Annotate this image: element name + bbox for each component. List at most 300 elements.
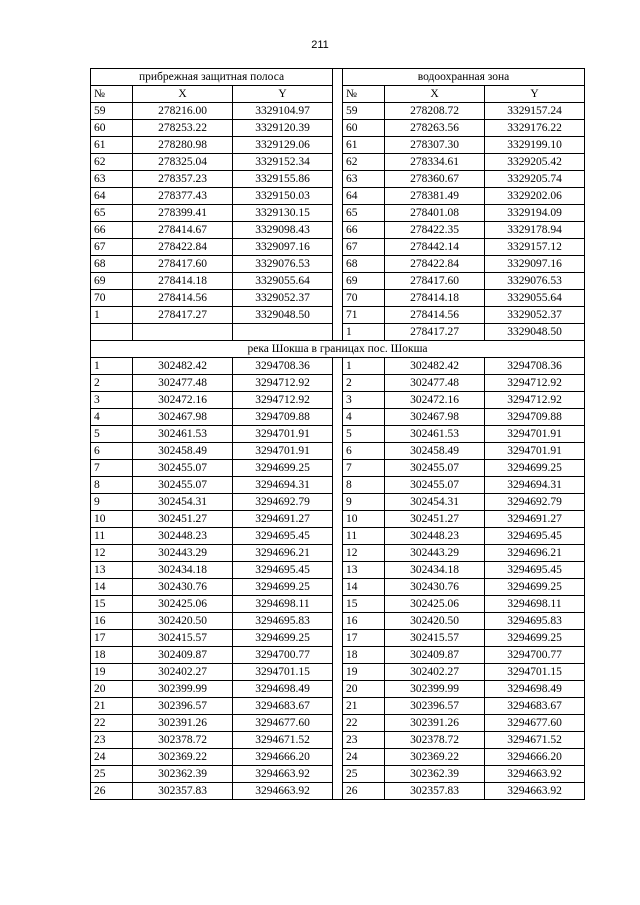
left-point-number: 59 (91, 103, 133, 120)
left-y-header: Y (233, 86, 333, 103)
table-row (91, 613, 585, 630)
right-y-value: 3294695.45 (485, 562, 585, 579)
column-gap (333, 511, 343, 528)
left-y-value: 3294708.36 (233, 358, 333, 375)
left-y-value: 3294695.45 (233, 562, 333, 579)
left-y-value: 3294699.25 (233, 630, 333, 647)
left-y-value: 3294699.25 (233, 579, 333, 596)
right-x-value: 302425.06 (385, 596, 485, 613)
left-point-number: 61 (91, 137, 133, 154)
right-x-value: 278334.61 (385, 154, 485, 171)
left-point-number: 19 (91, 664, 133, 681)
column-gap (333, 664, 343, 681)
left-x-value: 302357.83 (133, 783, 233, 800)
left-point-number: 62 (91, 154, 133, 171)
left-y-value: 3294700.77 (233, 647, 333, 664)
right-point-number: 6 (343, 443, 385, 460)
left-y-value: 3329076.53 (233, 256, 333, 273)
left-x-value: 302378.72 (133, 732, 233, 749)
left-y-value: 3294663.92 (233, 766, 333, 783)
section-banner-title: река Шокша в границах пос. Шокша (91, 341, 585, 358)
right-x-value: 302467.98 (385, 409, 485, 426)
left-x-value: 278357.23 (133, 171, 233, 188)
table-row (91, 698, 585, 715)
right-x-value: 302362.39 (385, 766, 485, 783)
left-y-value: 3294663.92 (233, 783, 333, 800)
right-point-number: 68 (343, 256, 385, 273)
left-x-value: 302402.27 (133, 664, 233, 681)
left-x-value: 302399.99 (133, 681, 233, 698)
right-x-value: 278414.18 (385, 290, 485, 307)
right-point-number: 5 (343, 426, 385, 443)
right-x-value: 302378.72 (385, 732, 485, 749)
column-gap (333, 171, 343, 188)
column-gap (333, 307, 343, 324)
left-y-value: 3294701.91 (233, 426, 333, 443)
left-x-value: 302467.98 (133, 409, 233, 426)
left-point-number: 4 (91, 409, 133, 426)
left-section-title: прибрежная защитная полоса (91, 69, 333, 86)
table-row (91, 426, 585, 443)
column-gap (333, 137, 343, 154)
right-y-value: 3294699.25 (485, 460, 585, 477)
column-gap (333, 256, 343, 273)
right-point-number: 70 (343, 290, 385, 307)
left-y-value: 3294666.20 (233, 749, 333, 766)
left-y-value (233, 324, 333, 341)
left-x-value: 302451.27 (133, 511, 233, 528)
column-gap (333, 205, 343, 222)
left-y-value: 3294699.25 (233, 460, 333, 477)
right-point-number: 1 (343, 358, 385, 375)
column-gap (333, 188, 343, 205)
right-x-value: 278381.49 (385, 188, 485, 205)
right-x-value: 278263.56 (385, 120, 485, 137)
column-gap (333, 154, 343, 171)
left-x-value: 302415.57 (133, 630, 233, 647)
left-x-value: 302477.48 (133, 375, 233, 392)
left-x-value: 302430.76 (133, 579, 233, 596)
table-row (91, 715, 585, 732)
column-gap (333, 732, 343, 749)
left-x-value: 278377.43 (133, 188, 233, 205)
left-point-number: 8 (91, 477, 133, 494)
left-y-value: 3294692.79 (233, 494, 333, 511)
right-y-value: 3329205.42 (485, 154, 585, 171)
coordinates-table-body (91, 69, 585, 800)
left-point-number: 1 (91, 307, 133, 324)
column-gap (333, 324, 343, 341)
right-x-value: 278208.72 (385, 103, 485, 120)
right-y-value: 3294708.36 (485, 358, 585, 375)
left-point-number: 23 (91, 732, 133, 749)
right-point-number: 66 (343, 222, 385, 239)
left-x-value: 302396.57 (133, 698, 233, 715)
right-y-value: 3294712.92 (485, 392, 585, 409)
left-y-value: 3294677.60 (233, 715, 333, 732)
right-point-number: 71 (343, 307, 385, 324)
left-x-header: X (133, 86, 233, 103)
left-x-value: 302472.16 (133, 392, 233, 409)
right-x-value: 302477.48 (385, 375, 485, 392)
table-row (91, 307, 585, 324)
right-y-value: 3294691.27 (485, 511, 585, 528)
table-row (91, 783, 585, 800)
left-point-number: 15 (91, 596, 133, 613)
column-header-row (91, 86, 585, 103)
right-y-value: 3294696.21 (485, 545, 585, 562)
coordinates-table (90, 68, 585, 800)
right-x-value: 302402.27 (385, 664, 485, 681)
column-gap (333, 103, 343, 120)
right-x-value: 302357.83 (385, 783, 485, 800)
left-y-value: 3329129.06 (233, 137, 333, 154)
right-x-value: 302409.87 (385, 647, 485, 664)
left-point-number: 17 (91, 630, 133, 647)
right-point-number: 21 (343, 698, 385, 715)
left-point-number: 70 (91, 290, 133, 307)
left-point-number: 65 (91, 205, 133, 222)
right-y-value: 3329178.94 (485, 222, 585, 239)
table-row (91, 324, 585, 341)
table-row (91, 630, 585, 647)
left-y-value: 3329048.50 (233, 307, 333, 324)
column-gap (333, 239, 343, 256)
right-x-value: 302415.57 (385, 630, 485, 647)
right-point-number: 17 (343, 630, 385, 647)
left-point-number: 68 (91, 256, 133, 273)
table-row (91, 137, 585, 154)
right-point-number: 12 (343, 545, 385, 562)
left-x-value: 302461.53 (133, 426, 233, 443)
table-row (91, 171, 585, 188)
left-y-value: 3294695.45 (233, 528, 333, 545)
right-y-value: 3329176.22 (485, 120, 585, 137)
left-x-value: 278414.67 (133, 222, 233, 239)
left-x-value: 278280.98 (133, 137, 233, 154)
right-point-number: 22 (343, 715, 385, 732)
right-x-value: 302451.27 (385, 511, 485, 528)
table-row (91, 409, 585, 426)
right-point-number: 4 (343, 409, 385, 426)
right-point-number: 18 (343, 647, 385, 664)
right-point-number: 20 (343, 681, 385, 698)
right-point-number: 8 (343, 477, 385, 494)
table-row (91, 664, 585, 681)
column-gap (333, 647, 343, 664)
right-x-value: 302430.76 (385, 579, 485, 596)
column-gap (333, 69, 343, 86)
right-x-value: 302396.57 (385, 698, 485, 715)
column-gap (333, 273, 343, 290)
column-gap (333, 86, 343, 103)
left-y-value: 3329152.34 (233, 154, 333, 171)
right-y-value: 3294666.20 (485, 749, 585, 766)
left-point-number: 25 (91, 766, 133, 783)
left-point-number: 1 (91, 358, 133, 375)
page-number: 211 (311, 39, 329, 51)
left-y-value: 3294695.83 (233, 613, 333, 630)
left-x-value: 278325.04 (133, 154, 233, 171)
table-row (91, 290, 585, 307)
left-y-value: 3329052.37 (233, 290, 333, 307)
right-y-value: 3294694.31 (485, 477, 585, 494)
left-x-value: 302455.07 (133, 477, 233, 494)
left-y-value: 3329055.64 (233, 273, 333, 290)
left-y-value: 3294696.21 (233, 545, 333, 562)
right-x-value: 278307.30 (385, 137, 485, 154)
left-point-number: 3 (91, 392, 133, 409)
table-row (91, 239, 585, 256)
right-x-value: 278401.08 (385, 205, 485, 222)
table-row (91, 766, 585, 783)
left-point-number: 12 (91, 545, 133, 562)
column-gap (333, 783, 343, 800)
right-point-number: 59 (343, 103, 385, 120)
left-point-number: 5 (91, 426, 133, 443)
column-gap (333, 562, 343, 579)
left-x-value: 278422.84 (133, 239, 233, 256)
left-x-value: 302409.87 (133, 647, 233, 664)
left-point-number: 67 (91, 239, 133, 256)
left-point-number: 24 (91, 749, 133, 766)
table-row (91, 477, 585, 494)
right-point-number: 23 (343, 732, 385, 749)
column-gap (333, 460, 343, 477)
table-row (91, 358, 585, 375)
column-gap (333, 426, 343, 443)
right-x-value: 278414.56 (385, 307, 485, 324)
table-row (91, 528, 585, 545)
right-point-number: 7 (343, 460, 385, 477)
table-row (91, 188, 585, 205)
right-x-value: 302455.07 (385, 477, 485, 494)
column-gap (333, 222, 343, 239)
left-y-value: 3329097.16 (233, 239, 333, 256)
table-row (91, 562, 585, 579)
right-point-number: 13 (343, 562, 385, 579)
left-x-value: 278399.41 (133, 205, 233, 222)
left-x-value: 302420.50 (133, 613, 233, 630)
left-point-number: 63 (91, 171, 133, 188)
left-point-number: 64 (91, 188, 133, 205)
right-y-value: 3294692.79 (485, 494, 585, 511)
left-point-number: 6 (91, 443, 133, 460)
right-x-value: 278417.27 (385, 324, 485, 341)
left-y-value: 3294691.27 (233, 511, 333, 528)
column-gap (333, 392, 343, 409)
right-y-value: 3294701.91 (485, 443, 585, 460)
table-row (91, 256, 585, 273)
left-x-value: 302369.22 (133, 749, 233, 766)
left-x-value: 278414.18 (133, 273, 233, 290)
left-x-value: 302458.49 (133, 443, 233, 460)
right-y-value: 3294695.83 (485, 613, 585, 630)
left-point-number: 2 (91, 375, 133, 392)
right-y-value: 3294701.15 (485, 664, 585, 681)
column-gap (333, 120, 343, 137)
left-point-number: 14 (91, 579, 133, 596)
left-x-value: 302482.42 (133, 358, 233, 375)
column-gap (333, 630, 343, 647)
left-y-value: 3294712.92 (233, 392, 333, 409)
right-x-value: 278360.67 (385, 171, 485, 188)
column-gap (333, 613, 343, 630)
table-row (91, 732, 585, 749)
table-row (91, 222, 585, 239)
table-row (91, 443, 585, 460)
left-x-value: 302391.26 (133, 715, 233, 732)
left-x-value: 302455.07 (133, 460, 233, 477)
right-y-value: 3294699.25 (485, 579, 585, 596)
right-y-value: 3329202.06 (485, 188, 585, 205)
left-y-value: 3294698.11 (233, 596, 333, 613)
right-x-value: 302369.22 (385, 749, 485, 766)
right-x-value: 302455.07 (385, 460, 485, 477)
left-point-number: 13 (91, 562, 133, 579)
right-y-value: 3294671.52 (485, 732, 585, 749)
right-y-value: 3294683.67 (485, 698, 585, 715)
table-row (91, 392, 585, 409)
left-num-header: № (91, 86, 133, 103)
right-num-header: № (343, 86, 385, 103)
left-point-number: 22 (91, 715, 133, 732)
right-point-number: 16 (343, 613, 385, 630)
right-y-value: 3329157.24 (485, 103, 585, 120)
left-y-value: 3294709.88 (233, 409, 333, 426)
right-y-value: 3294695.45 (485, 528, 585, 545)
left-x-value: 278414.56 (133, 290, 233, 307)
table-row (91, 579, 585, 596)
left-point-number: 7 (91, 460, 133, 477)
table-row (91, 647, 585, 664)
table-row (91, 681, 585, 698)
left-x-value: 302443.29 (133, 545, 233, 562)
right-y-value: 3329194.09 (485, 205, 585, 222)
right-point-number: 14 (343, 579, 385, 596)
right-point-number: 15 (343, 596, 385, 613)
column-gap (333, 766, 343, 783)
left-point-number: 60 (91, 120, 133, 137)
left-y-value: 3294712.92 (233, 375, 333, 392)
column-gap (333, 358, 343, 375)
column-gap (333, 715, 343, 732)
right-x-value: 302420.50 (385, 613, 485, 630)
left-point-number: 26 (91, 783, 133, 800)
column-gap (333, 698, 343, 715)
right-point-number: 26 (343, 783, 385, 800)
left-y-value: 3294698.49 (233, 681, 333, 698)
table-row (91, 545, 585, 562)
table-row (91, 460, 585, 477)
column-gap (333, 749, 343, 766)
right-point-number: 63 (343, 171, 385, 188)
column-gap (333, 579, 343, 596)
left-x-value: 278216.00 (133, 103, 233, 120)
right-point-number: 24 (343, 749, 385, 766)
right-x-value: 278417.60 (385, 273, 485, 290)
column-gap (333, 290, 343, 307)
left-point-number: 18 (91, 647, 133, 664)
right-point-number: 69 (343, 273, 385, 290)
right-y-value: 3329048.50 (485, 324, 585, 341)
right-y-value: 3329055.64 (485, 290, 585, 307)
right-y-value: 3329199.10 (485, 137, 585, 154)
right-x-value: 278422.35 (385, 222, 485, 239)
left-y-value: 3294683.67 (233, 698, 333, 715)
left-point-number: 9 (91, 494, 133, 511)
right-point-number: 67 (343, 239, 385, 256)
right-x-value: 302454.31 (385, 494, 485, 511)
left-x-value: 278253.22 (133, 120, 233, 137)
table-row (91, 273, 585, 290)
left-point-number: 21 (91, 698, 133, 715)
left-y-value: 3329098.43 (233, 222, 333, 239)
section-banner-row (91, 341, 585, 358)
left-x-value (133, 324, 233, 341)
right-point-number: 10 (343, 511, 385, 528)
right-x-value: 302434.18 (385, 562, 485, 579)
right-y-value: 3294699.25 (485, 630, 585, 647)
right-y-value: 3294709.88 (485, 409, 585, 426)
left-y-value: 3294694.31 (233, 477, 333, 494)
right-point-number: 60 (343, 120, 385, 137)
table-row (91, 596, 585, 613)
right-point-number: 1 (343, 324, 385, 341)
right-point-number: 11 (343, 528, 385, 545)
left-y-value: 3329130.15 (233, 205, 333, 222)
left-x-value: 278417.60 (133, 256, 233, 273)
left-x-value: 302362.39 (133, 766, 233, 783)
right-y-value: 3329205.74 (485, 171, 585, 188)
left-y-value: 3329120.39 (233, 120, 333, 137)
left-y-value: 3329150.03 (233, 188, 333, 205)
right-y-value: 3329097.16 (485, 256, 585, 273)
right-x-value: 278422.84 (385, 256, 485, 273)
right-x-value: 302482.42 (385, 358, 485, 375)
right-y-value: 3329076.53 (485, 273, 585, 290)
right-x-value: 302391.26 (385, 715, 485, 732)
right-point-number: 65 (343, 205, 385, 222)
right-y-value: 3294700.77 (485, 647, 585, 664)
right-point-number: 3 (343, 392, 385, 409)
right-x-value: 302461.53 (385, 426, 485, 443)
table-row (91, 494, 585, 511)
right-x-value: 302472.16 (385, 392, 485, 409)
right-point-number: 19 (343, 664, 385, 681)
right-section-title: водоохранная зона (343, 69, 585, 86)
right-y-value: 3294698.49 (485, 681, 585, 698)
left-y-value: 3294671.52 (233, 732, 333, 749)
left-x-value: 278417.27 (133, 307, 233, 324)
right-x-value: 302399.99 (385, 681, 485, 698)
column-gap (333, 443, 343, 460)
table-row (91, 511, 585, 528)
right-y-value: 3294663.92 (485, 766, 585, 783)
right-y-value: 3329157.12 (485, 239, 585, 256)
right-point-number: 62 (343, 154, 385, 171)
right-point-number: 64 (343, 188, 385, 205)
column-gap (333, 596, 343, 613)
right-x-value: 278442.14 (385, 239, 485, 256)
left-point-number: 20 (91, 681, 133, 698)
left-x-value: 302448.23 (133, 528, 233, 545)
left-point-number: 69 (91, 273, 133, 290)
column-gap (333, 545, 343, 562)
left-x-value: 302434.18 (133, 562, 233, 579)
right-x-header: X (385, 86, 485, 103)
column-gap (333, 681, 343, 698)
